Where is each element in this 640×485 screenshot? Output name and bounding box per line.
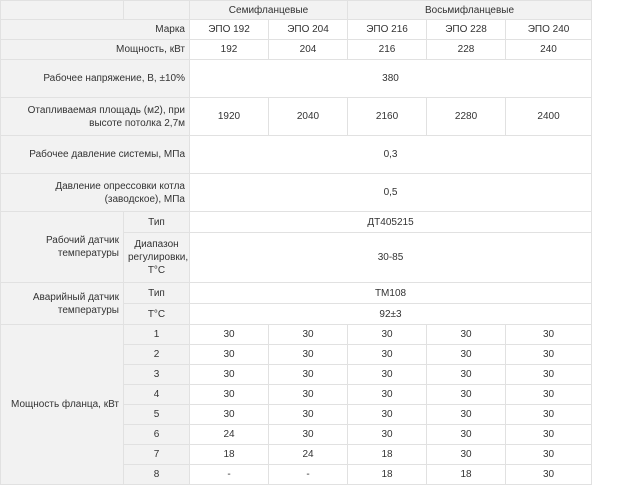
flange-power-cell: 30 [506,385,592,405]
power-cell: 240 [506,40,592,60]
flange-power-cell: 30 [506,465,592,485]
flange-number: 8 [124,465,190,485]
flange-power-cell: 18 [348,445,427,465]
flange-power-cell: 30 [506,445,592,465]
group-eight-header: Восьмифланцевые [348,1,592,20]
flange-power-cell: 24 [269,445,348,465]
group-semi-header: Семифланцевые [190,1,348,20]
corner-cell-2 [124,1,190,20]
alarm-sensor-type-label: Тип [124,283,190,304]
alarm-sensor-label: Аварийный датчик температуры [1,283,124,325]
flange-power-cell: 30 [348,325,427,345]
work-sensor-range-label: Диапазон регулировки, T°C [124,233,190,283]
alarm-sensor-type-value: ТМ108 [190,283,592,304]
flange-power-cell: - [269,465,348,485]
flange-power-cell: 24 [190,425,269,445]
flange-number: 4 [124,385,190,405]
flange-power-cell: 30 [269,325,348,345]
flange-power-cell: 18 [348,465,427,485]
flange-label: Мощность фланца, кВт [1,325,124,485]
flange-number: 2 [124,345,190,365]
flange-power-cell: 30 [506,405,592,425]
power-cell: 192 [190,40,269,60]
voltage-row [1,60,592,98]
test-pressure-label: Давление опрессовки котла (заводское), МПа [1,174,190,212]
test-pressure-value: 0,5 [190,174,592,212]
pressure-value: 0,3 [190,136,592,174]
flange-number: 1 [124,325,190,345]
model-cell: ЭПО 228 [427,20,506,40]
work-sensor-type-value: ДТ405215 [190,212,592,233]
flange-power-cell: 30 [190,385,269,405]
flange-number: 5 [124,405,190,425]
flange-power-cell: 30 [427,345,506,365]
alarm-sensor-temp-value: 92±3 [190,304,592,325]
area-row [1,98,592,136]
flange-power-cell: 30 [427,365,506,385]
area-cell: 2400 [506,98,592,136]
voltage-label: Рабочее напряжение, В, ±10% [1,60,190,98]
flange-power-cell: 30 [506,425,592,445]
power-row [1,40,592,60]
work-sensor-type-row [1,212,592,233]
flange-power-cell: 30 [190,405,269,425]
flange-power-cell: 18 [427,465,506,485]
area-cell: 2160 [348,98,427,136]
pressure-label: Рабочее давление системы, МПа [1,136,190,174]
alarm-sensor-type-row [1,283,592,304]
test-pressure-row [1,174,592,212]
flange-power-cell: 30 [269,345,348,365]
flange-power-cell: 30 [269,405,348,425]
work-sensor-range-value: 30-85 [190,233,592,283]
work-sensor-label: Рабочий датчик температуры [1,212,124,283]
flange-number: 7 [124,445,190,465]
flange-power-cell: 30 [190,325,269,345]
power-cell: 204 [269,40,348,60]
model-cell: ЭПО 216 [348,20,427,40]
flange-number: 6 [124,425,190,445]
flange-power-cell: 30 [506,365,592,385]
flange-power-cell: 30 [190,365,269,385]
flange-power-cell: 30 [190,345,269,365]
model-cell: ЭПО 192 [190,20,269,40]
flange-power-cell: 30 [348,405,427,425]
area-label: Отапливаемая площадь (м2), при высоте потолка 2,7м [1,98,190,136]
flange-power-cell: 30 [427,445,506,465]
flange-power-cell: 30 [269,365,348,385]
flange-power-cell: 30 [348,385,427,405]
power-cell: 216 [348,40,427,60]
flange-row [1,325,592,345]
flange-power-cell: 30 [506,325,592,345]
flange-power-cell: 18 [190,445,269,465]
area-cell: 2040 [269,98,348,136]
power-label: Мощность, кВт [1,40,190,60]
area-cell: 1920 [190,98,269,136]
pressure-row [1,136,592,174]
alarm-sensor-temp-label: T°C [124,304,190,325]
work-sensor-type-label: Тип [124,212,190,233]
brand-label: Марка [1,20,190,40]
flange-power-cell: 30 [269,425,348,445]
model-row [1,20,592,40]
flange-power-cell: 30 [506,345,592,365]
flange-power-cell: 30 [348,425,427,445]
area-cell: 2280 [427,98,506,136]
voltage-value: 380 [190,60,592,98]
flange-power-cell: 30 [269,385,348,405]
flange-power-cell: 30 [427,325,506,345]
flange-number: 3 [124,365,190,385]
corner-cell [1,1,124,20]
flange-power-cell: 30 [427,385,506,405]
model-cell: ЭПО 204 [269,20,348,40]
power-cell: 228 [427,40,506,60]
model-cell: ЭПО 240 [506,20,592,40]
flange-power-cell: 30 [427,405,506,425]
flange-power-cell: 30 [348,345,427,365]
flange-power-cell: 30 [427,425,506,445]
flange-power-cell: 30 [348,365,427,385]
group-header-row [1,1,592,20]
flange-power-cell: - [190,465,269,485]
